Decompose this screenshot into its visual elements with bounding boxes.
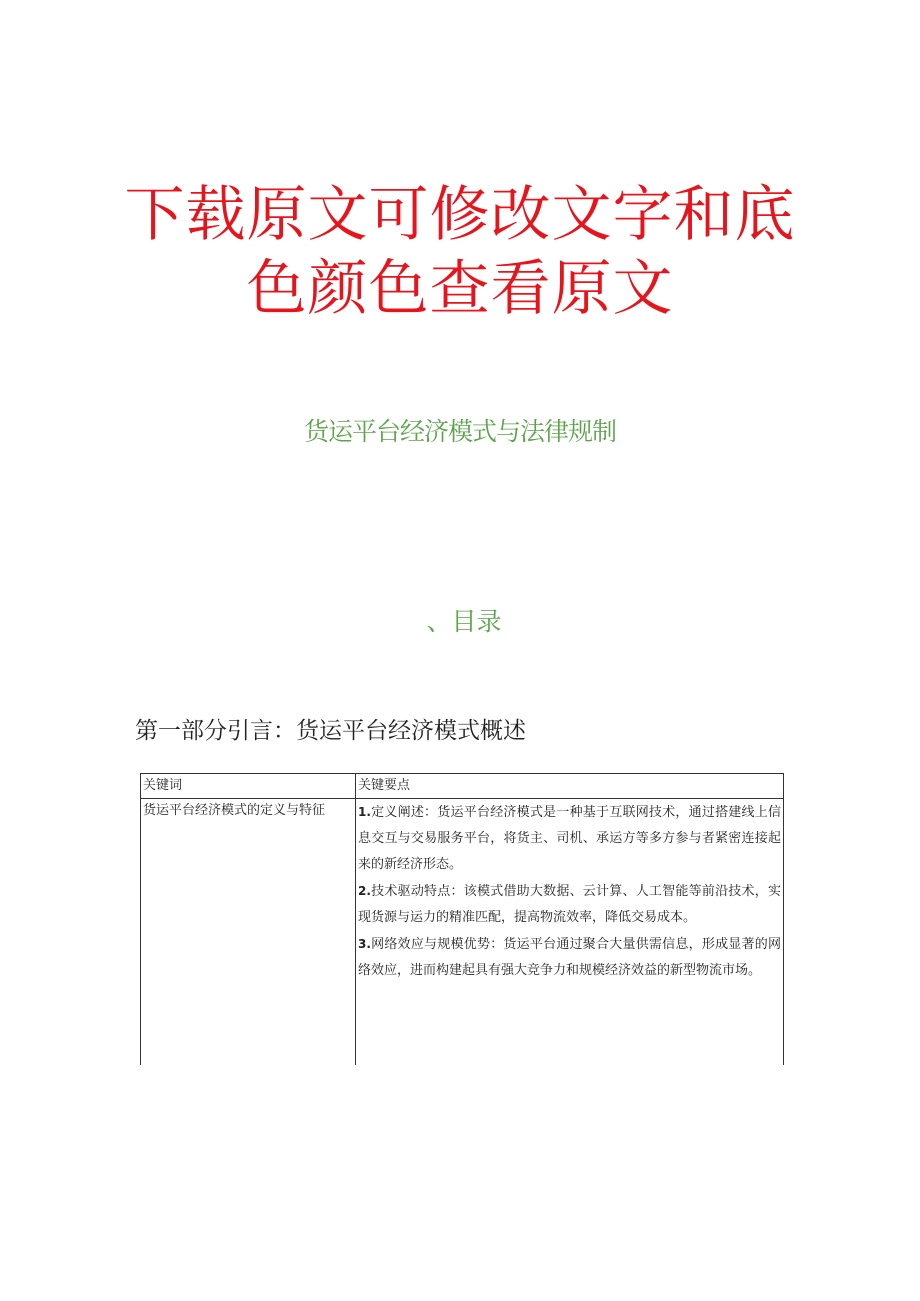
part-one-heading: 第一部分引言：货运平台经济模式概述 [135,718,526,744]
keypoints-cell [356,799,784,1066]
header-keyword: 关键词 [141,774,356,799]
point-2-text: 技术驱动特点：该模式借助大数据、云计算、人工智能等前沿技术，实现货源与运力的精准匹配，提高物流效率，降低交易成本。 [358,884,781,925]
point-2 [358,878,781,931]
point-3-number: 3. [358,937,371,951]
download-notice-banner [0,178,920,326]
document-title: 货运平台经济模式与法律规制 [303,417,616,446]
toc-heading: 、目录 [426,607,502,636]
keyword-cell: 货运平台经济模式的定义与特征 [141,799,356,1066]
banner-line-2: 色颜色查看原文 [246,254,674,324]
point-3 [358,931,781,984]
banner-line-1: 下载原文可修改文字和底 [124,180,796,250]
keypoints-table [140,773,784,1065]
table-header-row [141,774,784,799]
header-keypoints: 关键要点 [356,774,784,799]
point-3-text: 网络效应与规模优势：货运平台通过聚合大量供需信息，形成显著的网络效应，进而构建起具有强大竞争力和规模经济效益的新型物流市场。 [358,937,781,978]
point-2-number: 2. [358,884,371,898]
point-1 [358,799,781,878]
point-1-number: 1. [358,805,371,819]
table-row [141,799,784,1066]
point-1-text: 定义阐述：货运平台经济模式是一种基于互联网技术，通过搭建线上信息交互与交易服务平台，将货主、司机、承运方等多方参与者紧密连接起来的新经济形态。 [358,805,781,872]
